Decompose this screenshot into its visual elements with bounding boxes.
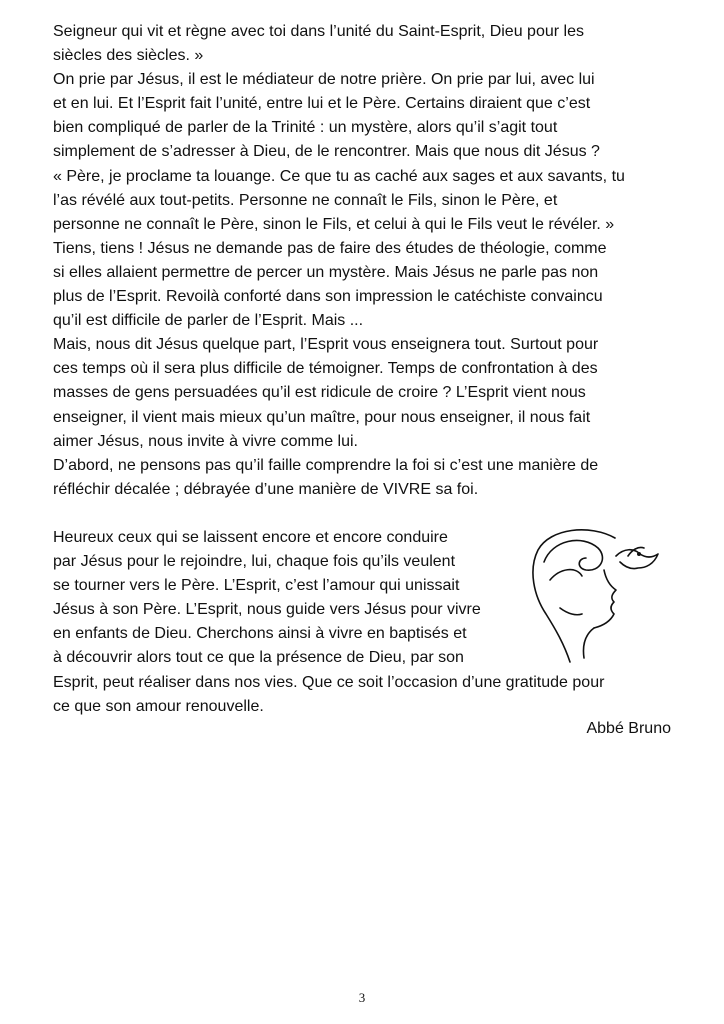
- closing-line: Heureux ceux qui se laissent encore et encore conduire: [53, 529, 448, 546]
- signature: Abbé Bruno: [586, 720, 671, 737]
- body-line: enseigner, il vient mais mieux qu’un maître, pour nous enseigner, il nous fait: [53, 408, 591, 426]
- body-line: ces temps où il sera plus difficile de témoigner. Temps de confrontation à des: [53, 360, 598, 378]
- body-line: personne ne connaît le Père, sinon le Fils, et celui à qui le Fils veut le révéler. »: [53, 215, 615, 233]
- body-line: l’as révélé aux tout-petits. Personne ne connaît le Fils, sinon le Père, et: [53, 191, 558, 209]
- page-number: 3: [358, 990, 366, 1005]
- body-line: Seigneur qui vit et règne avec toi dans l’unité du Saint-Esprit, Dieu pour les: [53, 23, 584, 40]
- closing-line: par Jésus pour le rejoindre, lui, chaque fois qu’ils veulent: [53, 553, 456, 571]
- body-line: plus de l’Esprit. Revoilà conforté dans son impression le catéchiste convaincu: [53, 288, 603, 306]
- closing-line: se tourner vers le Père. L’Esprit, c’est l’amour qui unissait: [53, 577, 460, 595]
- body-line: et en lui. Et l’Esprit fait l’unité, entre lui et le Père. Certains diraient que c’est: [53, 95, 591, 113]
- body-line: bien compliqué de parler de la Trinité : un mystère, alors qu’il s’agit tout: [53, 119, 558, 137]
- body-line: « Père, je proclame ta louange. Ce que tu as caché aux sages et aux savants, tu: [53, 167, 625, 185]
- body-line: masses de gens persuadées qu’il est ridicule de croire ? L’Esprit vient nous: [53, 384, 586, 402]
- closing-line: en enfants de Dieu. Cherchons ainsi à vivre en baptisés et: [53, 625, 467, 643]
- body-line: Tiens, tiens ! Jésus ne demande pas de faire des études de théologie, comme: [53, 239, 607, 257]
- body-line: simplement de s’adresser à Dieu, de le rencontrer. Mais que nous dit Jésus ?: [53, 143, 600, 161]
- body-line: siècles des siècles. »: [53, 47, 204, 65]
- body-line: D’abord, ne pensons pas qu’il faille comprendre la foi si c’est une manière de: [53, 456, 599, 474]
- body-line: Mais, nous dit Jésus quelque part, l’Esprit vous enseignera tout. Surtout pour: [53, 336, 599, 354]
- body-text: [53, 20, 683, 502]
- body-line: qu’il est difficile de parler de l’Esprit. Mais ...: [53, 312, 364, 330]
- body-line: On prie par Jésus, il est le médiateur de notre prière. On prie par lui, avec lui: [53, 71, 595, 89]
- body-line: si elles allaient permettre de percer un mystère. Mais Jésus ne parle pas non: [53, 263, 599, 281]
- line-drawing-face-with-dove-icon: [520, 518, 670, 668]
- closing-line: à découvrir alors tout ce que la présence de Dieu, par son: [53, 649, 464, 667]
- body-line: aimer Jésus, nous invite à vivre comme lui.: [53, 432, 358, 450]
- body-line: réfléchir décalée ; débrayée d’une manière de VIVRE sa foi.: [53, 480, 479, 498]
- closing-line: Jésus à son Père. L’Esprit, nous guide vers Jésus pour vivre: [53, 601, 481, 619]
- closing-line: ce que son amour renouvelle.: [53, 697, 264, 715]
- closing-line: Esprit, peut réaliser dans nos vies. Que ce soit l’occasion d’une gratitude pour: [53, 673, 605, 691]
